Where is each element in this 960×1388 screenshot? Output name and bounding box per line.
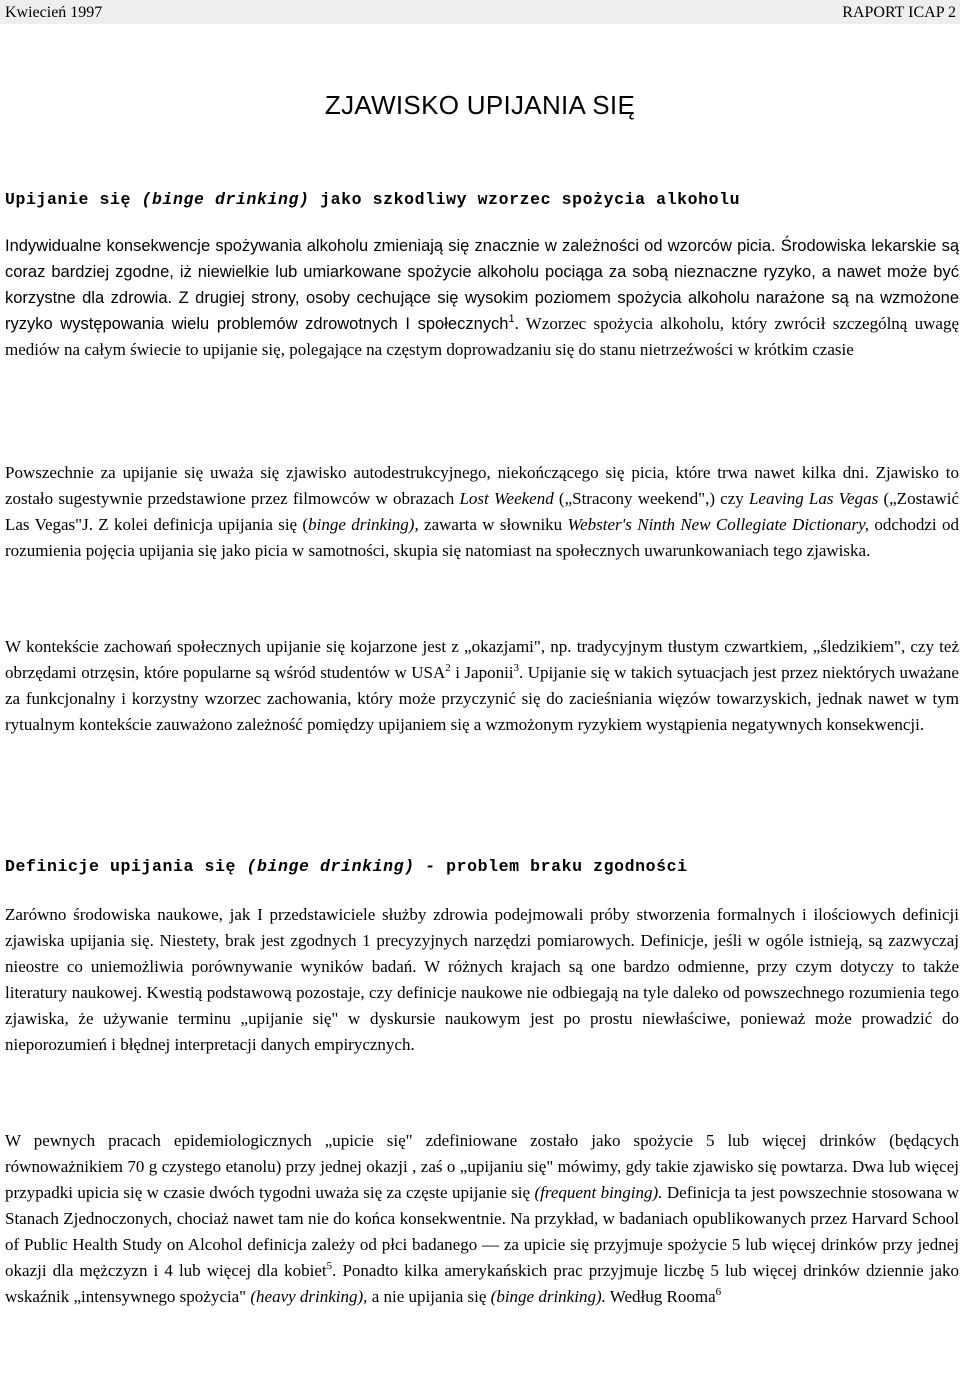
footnote-ref-5: 5 (326, 1260, 333, 1272)
paragraph-individual-consequences: Indywidualne konsekwencje spożywania alkoholu zmieniają się znacznie w zależności od wzorców picia. Środowiska lekarskie są coraz bardziej zgodne, iż niewielkie lub umiarkowane spożycie alkoholu pociąga za sobą nieznaczne ryzyko, a nawet może być korzystne dla zdrowia. Z drugiej strony, osoby cechujące się wysokim poziomem spożycia alkoholu narażone są na wzmożone ryzyko występowania wielu problemów zdrowotnych I społecznych$^1$. Wzorzec spożycia alkoholu, który zwrócił szczególną uwagę mediów na całym świecie to upijanie się, polegające na częstym doprowadzaniu się do stanu nietrzeźwości w krótkim czasie (5, 237, 959, 359)
section-heading-definitions: Definicje upijania się (binge drinking) - problem braku zgodności (5, 857, 688, 876)
footnote-ref-2: 2 (445, 662, 451, 674)
footnote-ref-6: 6 (715, 1286, 722, 1298)
film-title-lost-weekend: Lost Weekend (459, 489, 554, 508)
paragraph-epidemiological-definitions: W pewnych pracach epidemiologicznych „upicie się" zdefiniowane zostało jako spożycie 5 lub więcej drinków (będących równoważnikiem 70 g czystego etanolu) przy jednej okazji , zaś o „upijaniu się" mówimy, gdy takie zjawisko się powtarza. Dwa lub więcej przypadki upicia się w czasie dwóch tygodni uważa się za częste upijanie się (frequent binging). Definicja ta jest powszechnie stosowana w Stanach Zjednoczonych, chociaż nawet tam nie do końca konsekwentnie. Na przykład, w badaniach opublikowanych przez Harvard School of Public Health Study on Alcohol definicja zależy od płci badanego — za upicie się przyjmuje spożycie 5 lub więcej drinków przy jednej okazji dla mężczyzn i 4 lub więcej dla kobiet$^5$. Ponadto kilka amerykańskich prac przyjmuje liczbę 5 lub więcej drinków dziennie jako wskaźnik „intensywnego spożycia" (heavy drinking), a nie upijania się (binge drinking). Według Rooma$^6$ (5, 1131, 959, 1306)
footnote-ref-3: 3 (513, 662, 520, 674)
paragraph-common-understanding: Powszechnie za upijanie się uważa się zjawisko autodestrukcyjnego, niekończącego się picia, które trwa nawet kilka dni. Zjawisko to zostało sugestywnie przedstawione przez filmowców w obrazach Lost Weekend („Stracony weekend",) czy Leaving Las Vegas („Zostawić Las Vegas"J. Z kolei definicja upijania się (binge drinking), zawarta w słowniku Webster's Ninth New Collegiate Dictionary, odchodzi od rozumienia pojęcia upijania się jako picia w samotności, skupia się natomiast na społecznych uwarunkowaniach tego zjawiska. (5, 463, 959, 560)
header-date: Kwiecień 1997 (5, 4, 103, 21)
header-report-title: RAPORT ICAP 2 (842, 4, 956, 21)
footnote-ref-1: 1 (508, 313, 515, 325)
section-heading-binge-drinking: Upijanie się (binge drinking) jako szkodliwy wzorzec spożycia alkoholu (5, 190, 741, 209)
film-title-leaving-las-vegas: Leaving Las Vegas (748, 489, 879, 508)
dictionary-title: Webster's Ninth New Collegiate Dictionary, (567, 515, 870, 534)
running-header (0, 0, 960, 24)
paragraph-social-context: W kontekście zachowań społecznych upijanie się kojarzone jest z „okazjami", np. tradycyjnym tłustym czwartkiem, „śledzikiem", czy też obrzędami otrzęsin, które popularne są wśród studentów w USA$^2$ i Japonii$^3$. Upijanie się w takich sytuacjach jest przez niektórych uważane za funkcjonalny i korzystny wzorzec zachowania, który może przyczynić się do zacieśniania więzów towarzyskich, jednak nawet w tym rytualnym kontekście zauważono zależność pomiędzy upijaniem się a wzmożonym ryzykiem wystąpienia negatywnych konsekwencji. (5, 637, 959, 734)
page-title: ZJAWISKO UPIJANIA SIĘ (324, 90, 636, 120)
paragraph-lack-of-agreement: Zarówno środowiska naukowe, jak I przedstawiciele służby zdrowia podejmowali próby stworzenia formalnych i ilościowych definicji zjawiska upijania się. Niestety, brak jest zgodnych 1 precyzyjnych narzędzi pomiarowych. Definicje, jeśli w ogóle istnieją, są zazwyczaj nieostre co uniemożliwia porównywanie wyników badań. W różnych krajach są one bardzo odmienne, przy czym dotyczy to także literatury naukowej. Kwestią podstawową pozostaje, czy definicje naukowe nie odbiegają na tyle daleko od powszechnego rozumienia tego zjawiska, że używanie terminu „upijanie się" w dyskursie naukowym jest po prostu niewłaściwe, ponieważ może prowadzić do nieporozumień i błędnej interpretacji danych empirycznych. (5, 905, 959, 1054)
